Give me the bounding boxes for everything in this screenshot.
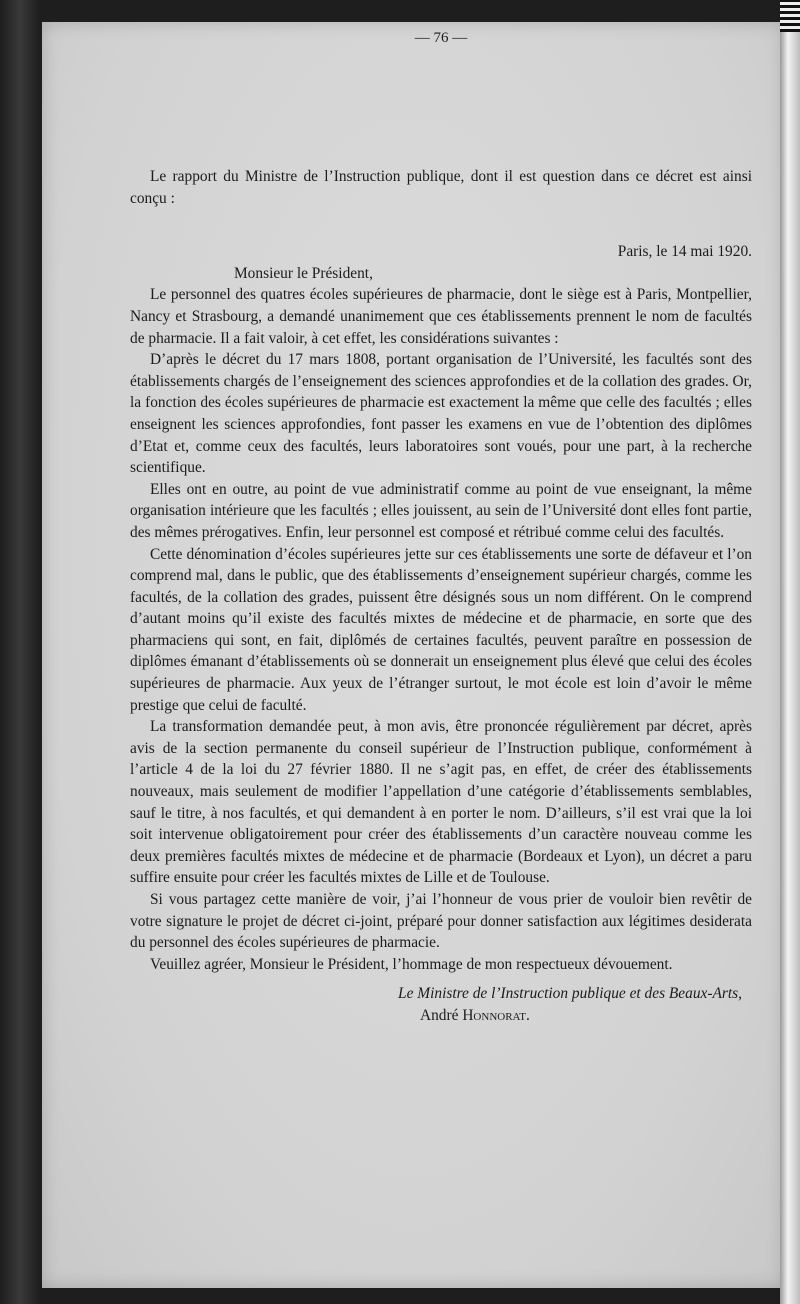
paragraph-4: Cette dénomination d’écoles supérieures jette sur ces établissements une sorte de défaveur et l’on comprend mal, dans le public, que des établissements d’enseignement supérieur chargés, comme les facultés, de la collation des grades, puissent être désignés sous un nom différent. On le comprend d’autant moins qu’il existe des facultés mixtes de médecine et de pharmacie, en sorte que des pharmaciens qui sont, en fait, diplômés de certaines facultés, peuvent paraître en possession de diplômes émanant d’établissements où se donnerait un enseignement plus élevé que celui des écoles supérieures de pharmacie. Aux yeux de l’étranger surtout, le mot école est loin d’avoir le même prestige que celui de faculté. bbox=[130, 545, 752, 714]
document-body bbox=[130, 30, 752, 1027]
page-edge bbox=[780, 0, 800, 1304]
scan-marker bbox=[780, 0, 800, 32]
page-number: — 76 — bbox=[414, 30, 468, 46]
paragraph-2: D’après le décret du 17 mars 1808, portant organisation de l’Université, les facultés sont des établissements chargés de l’enseignement des sciences approfondies et de la collation des grades. Or, la fonction des écoles supérieures de pharmacie est exactement la même que celle des facultés ; elles enseignent les sciences approfondies, font passer les examens en vue de l’obtention des diplômes d’Etat et, comme ceux des facultés, leurs laboratoires sont voués, pour une part, à la recherche scientifique. bbox=[130, 351, 752, 477]
signature-first-name: André bbox=[420, 1006, 463, 1024]
salutation: Monsieur le Président, bbox=[234, 264, 373, 282]
paragraph-5: La transformation demandée peut, à mon avis, être prononcée régulièrement par décret, après avis de la section permanente du conseil supérieur de l’Instruction publique, conformément à l’article 4 de la loi du 27 février 1880. Il ne s’agit pas, en effet, de créer des établissements nouveaux, mais seulement de modifier l’appellation d’une catégorie d’établissements semblables, sauf le titre, à nos facultés, et qui demandent à en porter le nom. D’ailleurs, s’il est vrai que la loi soit intervenue obligatoirement pour créer des établissements d’un caractère nouveau comme les deux premières facultés mixtes de médecine et de pharmacie (Bordeaux et Lyon), un décret a paru suffire ensuite pour créer les facultés mixtes de Lille et de Toulouse. bbox=[130, 718, 752, 887]
signature-title: Le Ministre de l’Instruction publique et des Beaux-Arts, bbox=[398, 985, 742, 1003]
signature-name bbox=[130, 1005, 752, 1027]
date-line: Paris, le 14 mai 1920. bbox=[617, 243, 752, 261]
paragraph-1: Le personnel des quatres écoles supérieures de pharmacie, dont le siège est à Paris, Montpellier, Nancy et Strasbourg, a demandé unanimement que ces établissements prennent le nom de facultés de pharmacie. Il a fait valoir, à cet effet, les considérations suivantes : bbox=[130, 286, 752, 347]
paragraph-3: Elles ont en outre, au point de vue administratif comme au point de vue enseignant, la même organisation intérieure que les facultés ; elles jouissent, au sein de l’Université dont elles font partie, des mêmes prérogatives. Enfin, leur personnel est composé et rétribué comme celui des facultés. bbox=[130, 480, 752, 541]
signature-last-name: Honnorat. bbox=[462, 1006, 530, 1024]
paragraph-6: Si vous partagez cette manière de voir, j’ai l’honneur de vous prier de vouloir bien revêtir de votre signature le projet de décret ci-joint, préparé pour donner satisfaction aux légitimes desiderata du personnel des écoles supérieures de pharmacie. bbox=[130, 891, 752, 952]
paragraph-7: Veuillez agréer, Monsieur le Président, l’hommage de mon respectueux dévouement. bbox=[150, 955, 673, 973]
intro-paragraph: Le rapport du Ministre de l’Instruction publique, dont il est question dans ce décret est ainsi conçu : bbox=[130, 168, 752, 207]
